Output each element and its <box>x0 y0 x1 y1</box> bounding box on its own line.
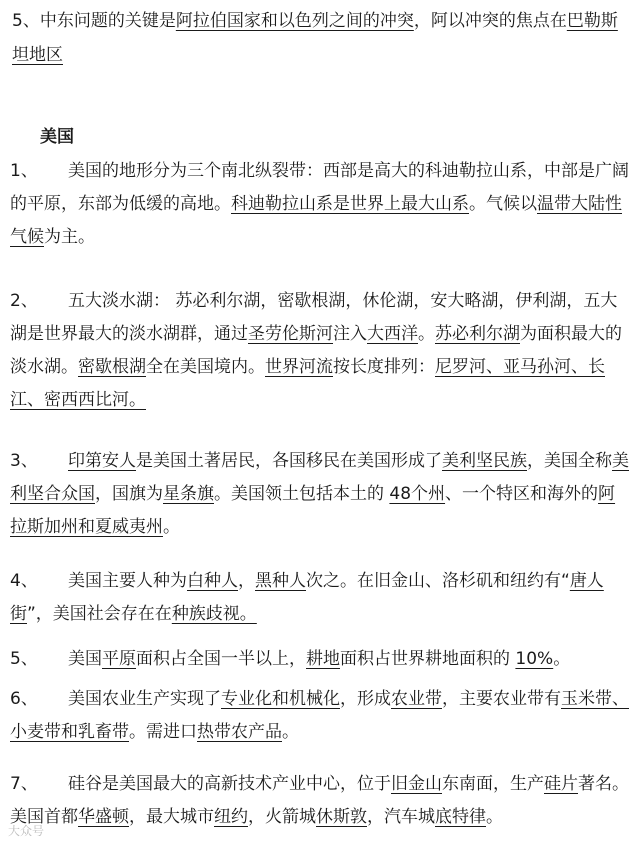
list-item <box>10 768 630 834</box>
underlined-text: 专业化和机械化 <box>221 689 340 709</box>
text-run: 东南面，生产 <box>442 774 544 794</box>
text-run: 。 <box>486 807 503 827</box>
text-run: 按长度排列： <box>333 357 435 377</box>
underlined-text: 10% <box>515 649 554 669</box>
underlined-text: 底特律 <box>435 807 486 827</box>
text-run: 美国农业生产实现了 <box>68 689 221 709</box>
list-item <box>10 445 630 544</box>
underlined-text: 星条旗 <box>163 484 214 504</box>
text-run: 。美国领土包括本土的 <box>214 484 390 504</box>
underlined-text: 纽约 <box>214 807 248 827</box>
underlined-text: 阿拉斯加州和夏威夷州 <box>10 484 616 537</box>
text-run: 美国的地形分为三个南北纵裂带：西部是高大的科迪勒拉山系，中部是广阔的平原，东部为低缓的高地。 <box>10 161 629 214</box>
text-run: ，主要农业带有 <box>442 689 561 709</box>
watermark: 大众号 <box>8 824 45 838</box>
underlined-text: 华盛顿 <box>78 807 129 827</box>
item-number: 5、 <box>10 649 38 669</box>
text-run: 次之。在旧金山、洛杉矶和纽约有“ <box>306 571 570 591</box>
underlined-text: 48个州 <box>389 484 446 504</box>
text-run: 5、中东问题的关键是 <box>12 11 176 31</box>
underlined-text: 圣劳伦斯河 <box>248 324 333 344</box>
item-text <box>10 285 630 417</box>
text-run: 面积占全国一半以上， <box>136 649 306 669</box>
underlined-text: 耕地 <box>306 649 340 669</box>
item-number: 2、 <box>10 291 38 311</box>
item-number: 4、 <box>10 571 38 591</box>
item-number: 7、 <box>10 774 38 794</box>
underlined-text: 美利坚民族 <box>442 451 527 471</box>
underlined-text: 印第安人 <box>68 451 136 471</box>
intro-paragraph <box>12 4 632 72</box>
item-text <box>10 155 630 254</box>
text-run: ，美国全称 <box>527 451 612 471</box>
underlined-text: 温带大陆性气候 <box>10 194 622 247</box>
item-text <box>10 643 630 676</box>
underlined-text: 苏必利尔湖 <box>435 324 520 344</box>
text-run: 面积占世界耕地面积的 <box>340 649 516 669</box>
item-number: 1、 <box>10 161 38 181</box>
underlined-text: 唐人街 <box>10 571 604 624</box>
text-run: 。 <box>163 517 180 537</box>
item-text <box>10 683 630 749</box>
text-run: 。需进口 <box>129 722 197 742</box>
text-run: ，阿以冲突的焦点在 <box>413 11 567 31</box>
list-item <box>10 565 630 631</box>
text-run: 。气候以 <box>469 194 537 214</box>
text-run: ，国旗为 <box>95 484 163 504</box>
text-run: 。 <box>553 649 571 669</box>
list-item <box>10 643 630 676</box>
underlined-text: 大西洋 <box>367 324 418 344</box>
item-number: 6、 <box>10 689 38 709</box>
underlined-text: 玉米带、小麦带和乳畜带 <box>10 689 629 742</box>
text-run: 全在美国境内。 <box>146 357 265 377</box>
underlined-text: 休斯敦 <box>316 807 367 827</box>
underlined-text: 美利坚合众国 <box>10 451 629 504</box>
text-run: ，最大城市 <box>129 807 214 827</box>
underlined-text: 世界河流 <box>265 357 333 377</box>
underlined-text: 种族歧视。 <box>171 604 257 624</box>
text-run: 注入 <box>333 324 367 344</box>
item-text <box>10 565 630 631</box>
text-run: 美国主要人种为 <box>68 571 187 591</box>
underlined-text: 阿拉伯国家和以色列之间的冲突 <box>175 11 414 31</box>
text-run: ”，美国社会存在在 <box>27 604 172 624</box>
text-run: 、一个特区和海外的 <box>445 484 599 504</box>
text-run: 著名。美国首都 <box>10 774 629 827</box>
item-text <box>10 445 630 544</box>
list-item <box>10 285 630 417</box>
section-heading: 美国 <box>40 127 74 147</box>
underlined-text: 科迪勒拉山系是世界上最大山系 <box>231 194 469 214</box>
item-number: 3、 <box>10 451 38 471</box>
underlined-text: 热带农产品 <box>197 722 282 742</box>
underlined-text: 尼罗河、亚马孙河、长江、密西西比河。 <box>10 357 605 410</box>
text-run: 为主。 <box>44 227 95 247</box>
list-item <box>10 683 630 749</box>
list-item <box>10 155 630 254</box>
underlined-text: 黑种人 <box>255 571 306 591</box>
text-run: 五大淡水湖： 苏必利尔湖，密歇根湖，休伦湖，安大略湖，伊利湖，五大湖是世界最大的淡水湖群，通过 <box>10 291 618 344</box>
underlined-text: 硅片 <box>544 774 578 794</box>
text-run: ，火箭城 <box>248 807 316 827</box>
text-run: ，汽车城 <box>367 807 435 827</box>
text-run: 为面积最大的淡水湖。 <box>10 324 622 377</box>
underlined-text: 白种人 <box>187 571 238 591</box>
item-text <box>10 768 630 834</box>
underlined-text: 密歇根湖 <box>78 357 146 377</box>
text-run: 。 <box>418 324 435 344</box>
text-run: 。 <box>282 722 299 742</box>
underlined-text: 平原 <box>102 649 136 669</box>
text-run: 硅谷是美国最大的高新技术产业中心，位于 <box>68 774 391 794</box>
underlined-text: 巴勒斯坦地区 <box>12 11 618 65</box>
underlined-text: 农业带 <box>391 689 442 709</box>
text-run: 是美国土著居民，各国移民在美国形成了 <box>136 451 442 471</box>
text-run: ，形成 <box>340 689 391 709</box>
text-run: 美国 <box>68 649 102 669</box>
underlined-text: 旧金山 <box>391 774 442 794</box>
text-run: ， <box>238 571 255 591</box>
